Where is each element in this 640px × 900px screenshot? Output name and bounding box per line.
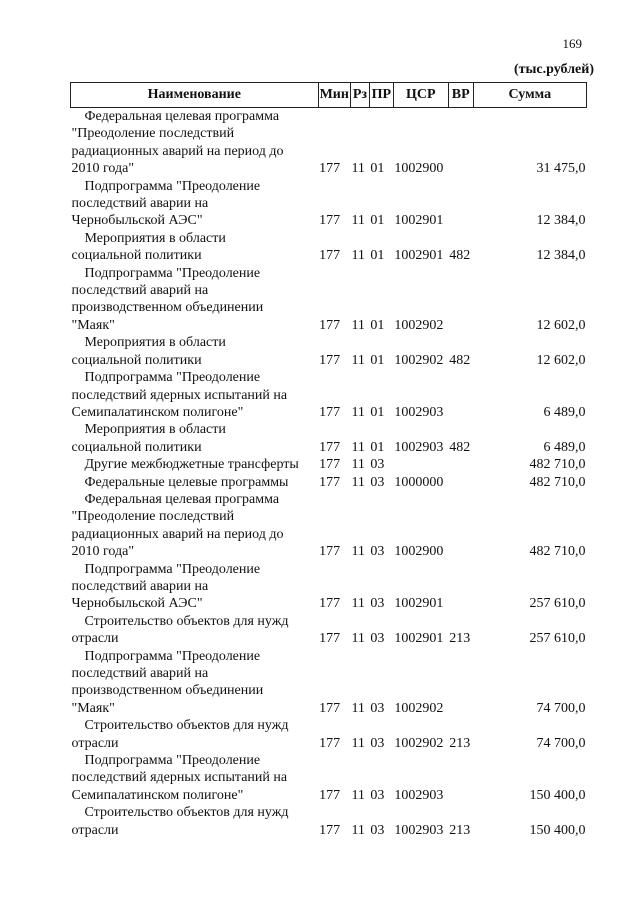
row-name-line [72, 578, 318, 595]
row-csr: 1002900 [394, 544, 444, 560]
row-pr: 03 [370, 822, 385, 838]
row-name-text: радиационных аварий на период до [71, 526, 284, 542]
row-name-text: последствий ядерных испытаний на [71, 387, 288, 403]
row-pr: 03 [370, 735, 385, 751]
row-vr [448, 456, 473, 473]
row-sum: 31 475,0 [536, 161, 586, 177]
row-name-text: последствий аварий на [71, 666, 209, 681]
row-rz: 11 [351, 822, 365, 838]
row-name-line [72, 508, 318, 525]
row-rz: 11 [351, 787, 365, 803]
table-row [71, 491, 587, 561]
row-min: 177 [319, 787, 341, 803]
row-name-text: Федеральная целевая программа [84, 491, 280, 507]
row-pr: 03 [370, 457, 385, 473]
row-min: 177 [319, 457, 341, 473]
row-vr [448, 265, 473, 335]
row-rz: 11 [351, 631, 365, 647]
row-name-line [72, 352, 318, 369]
row-name [71, 178, 319, 230]
row-name-line [72, 543, 318, 560]
row-name [71, 717, 319, 752]
row-name-line [72, 439, 318, 456]
row-name-text: Подпрограмма "Преодоление [84, 753, 261, 769]
row-csr: 1002900 [394, 161, 444, 177]
row-name-text: социальной политики [71, 352, 202, 368]
row-rz: 11 [351, 404, 365, 420]
header-csr: ЦСР [393, 83, 448, 108]
row-min: 177 [319, 735, 341, 751]
row-name-line [72, 178, 318, 195]
row-name-text: Мероприятия в области [84, 335, 226, 351]
row-name-text: Подпрограмма "Преодоление [84, 265, 261, 281]
row-sum: 482 710,0 [529, 544, 586, 560]
row-sum: 12 602,0 [536, 352, 586, 368]
row-name-text: Подпрограмма "Преодоление [84, 561, 261, 577]
row-name-line [72, 769, 318, 786]
row-name-line [72, 404, 318, 421]
table-row [71, 456, 587, 473]
table-row [71, 752, 587, 804]
row-vr: 482 [449, 439, 471, 455]
row-pr: 03 [370, 700, 385, 716]
row-sum: 482 710,0 [529, 457, 586, 473]
row-csr: 1002903 [394, 439, 444, 455]
row-name-text: радиационных аварий на период до [71, 143, 284, 159]
table-row [71, 613, 587, 648]
row-csr: 1002901 [394, 213, 444, 229]
row-name-line [72, 143, 318, 160]
row-name [71, 648, 319, 718]
row-name-text: производственном объединении [71, 300, 264, 316]
row-name-line [72, 108, 318, 125]
row-min: 177 [319, 352, 341, 368]
row-name-line [72, 334, 318, 351]
row-name-line [72, 717, 318, 734]
row-name-line [72, 160, 318, 177]
row-name-line [72, 682, 318, 699]
row-csr: 1000000 [394, 474, 444, 490]
row-vr [448, 178, 473, 230]
row-name-line [72, 822, 318, 839]
table-row [71, 474, 587, 491]
row-name-line [72, 613, 318, 630]
row-name-line [72, 317, 318, 334]
row-name-line [72, 787, 318, 804]
row-name [71, 752, 319, 804]
row-name [71, 456, 319, 473]
row-pr: 01 [370, 439, 385, 455]
row-pr: 03 [370, 596, 385, 612]
row-name-text: отрасли [71, 735, 119, 751]
row-name-line [72, 421, 318, 438]
row-csr: 1002903 [394, 404, 444, 420]
row-min: 177 [319, 474, 341, 490]
row-name-text: "Маяк" [71, 700, 115, 716]
row-csr: 1002901 [394, 631, 444, 647]
row-vr: 482 [449, 248, 471, 264]
row-vr [448, 491, 473, 561]
table-row [71, 561, 587, 613]
row-name [71, 421, 319, 456]
row-name-line [72, 247, 318, 264]
row-sum: 12 384,0 [536, 248, 586, 264]
row-name-text: Строительство объектов для нужд [84, 613, 289, 629]
row-sum: 12 602,0 [536, 317, 586, 333]
header-vr: ВР [448, 83, 473, 108]
row-pr: 03 [370, 631, 385, 647]
header-rz: Рз [350, 83, 369, 108]
row-name-text: "Маяк" [71, 317, 115, 333]
units-label: (тыс.рублей) [513, 62, 594, 77]
row-name-text: последствий аварий на [71, 283, 209, 299]
table-row [71, 108, 587, 178]
row-name-line [72, 299, 318, 316]
row-csr: 1002901 [394, 596, 444, 612]
row-rz: 11 [351, 248, 365, 264]
row-pr: 03 [370, 474, 385, 490]
row-min: 177 [319, 248, 341, 264]
row-name-text: последствий ядерных испытаний на [71, 770, 288, 786]
row-sum: 482 710,0 [529, 474, 586, 490]
row-name-line [72, 387, 318, 404]
row-sum: 74 700,0 [536, 700, 586, 716]
row-name [71, 108, 319, 178]
row-name-line [72, 700, 318, 717]
row-sum: 257 610,0 [529, 631, 586, 647]
row-name-text: Мероприятия в области [84, 422, 226, 438]
row-name-text: социальной политики [71, 248, 202, 264]
row-vr [448, 561, 473, 613]
row-min: 177 [319, 317, 341, 333]
row-name-text: отрасли [71, 631, 119, 647]
row-csr: 1002902 [394, 700, 444, 716]
row-vr: 213 [449, 822, 471, 838]
row-rz: 11 [351, 161, 365, 177]
row-name-text: Мероприятия в области [84, 230, 226, 246]
page-number: 169 [562, 36, 582, 51]
row-name-text: Подпрограмма "Преодоление [84, 370, 261, 386]
table-body [71, 108, 587, 840]
row-name-text: Семипалатинском полигоне" [71, 787, 244, 803]
row-vr [448, 474, 473, 491]
row-name-line [72, 474, 318, 491]
row-csr: 1002902 [394, 317, 444, 333]
row-min: 177 [319, 404, 341, 420]
header-name: Наименование [71, 83, 319, 108]
row-csr: 1002902 [394, 735, 444, 751]
row-name-line [72, 230, 318, 247]
row-rz: 11 [351, 317, 365, 333]
row-name-text: Другие межбюджетные трансферты [84, 457, 299, 473]
row-vr: 482 [449, 352, 471, 368]
table-header-row [71, 83, 587, 108]
row-name-line [72, 735, 318, 752]
row-name [71, 334, 319, 369]
row-pr: 01 [370, 161, 385, 177]
row-name-line [72, 648, 318, 665]
row-vr [448, 752, 473, 804]
table-row [71, 804, 587, 839]
row-name-text: социальной политики [71, 439, 202, 455]
row-pr: 01 [370, 352, 385, 368]
row-name-text: Строительство объектов для нужд [84, 718, 289, 734]
row-rz: 11 [351, 474, 365, 490]
row-name-line [72, 125, 318, 142]
row-name-text: 2010 года" [71, 161, 135, 177]
row-vr: 213 [449, 735, 471, 751]
row-name-text: отрасли [71, 822, 119, 838]
row-name [71, 369, 319, 421]
row-name-text: последствий аварии на [71, 578, 209, 594]
row-name-text: Федеральная целевая программа [84, 109, 280, 124]
row-vr [448, 648, 473, 718]
row-name-text: Подпрограмма "Преодоление [84, 648, 261, 664]
row-name-text: Подпрограмма "Преодоление [84, 178, 261, 194]
row-name-text: "Преодоление последствий [71, 509, 235, 525]
row-name [71, 561, 319, 613]
row-vr [448, 108, 473, 178]
row-csr [393, 456, 448, 473]
table-row [71, 178, 587, 230]
table-row [71, 648, 587, 718]
row-name-line [72, 804, 318, 821]
row-rz: 11 [351, 457, 365, 473]
row-name-line [72, 212, 318, 229]
row-name-text: Чернобыльской АЭС" [71, 596, 203, 612]
row-rz: 11 [351, 735, 365, 751]
row-min: 177 [319, 596, 341, 612]
row-min: 177 [319, 822, 341, 838]
row-name-line [72, 195, 318, 212]
row-name-text: Чернобыльской АЭС" [71, 213, 203, 229]
row-rz: 11 [351, 544, 365, 560]
row-rz: 11 [351, 439, 365, 455]
row-csr: 1002903 [394, 787, 444, 803]
row-name-line [72, 561, 318, 578]
row-min: 177 [319, 544, 341, 560]
row-sum: 12 384,0 [536, 213, 586, 229]
row-name [71, 230, 319, 265]
row-sum: 150 400,0 [529, 787, 586, 803]
row-name-line [72, 665, 318, 682]
row-pr: 01 [370, 213, 385, 229]
row-min: 177 [319, 161, 341, 177]
row-vr: 213 [449, 631, 471, 647]
row-rz: 11 [351, 213, 365, 229]
row-name [71, 474, 319, 491]
table-row [71, 421, 587, 456]
row-name-line [72, 369, 318, 386]
table-row [71, 265, 587, 335]
row-name-line [72, 265, 318, 282]
row-name-line [72, 526, 318, 543]
row-name-text: Строительство объектов для нужд [84, 805, 289, 821]
row-name-line [72, 491, 318, 508]
row-name [71, 613, 319, 648]
row-sum: 74 700,0 [536, 735, 586, 751]
row-name-text: Федеральные целевые программы [84, 474, 289, 490]
row-name-line [72, 282, 318, 299]
budget-table [70, 82, 587, 839]
row-rz: 11 [351, 596, 365, 612]
row-name-text: производственном объединении [71, 683, 264, 699]
row-pr: 01 [370, 248, 385, 264]
row-name-line [72, 456, 318, 473]
table-row [71, 230, 587, 265]
row-rz: 11 [351, 352, 365, 368]
row-csr: 1002902 [394, 352, 444, 368]
row-min: 177 [319, 439, 341, 455]
row-rz: 11 [351, 700, 365, 716]
table-row [71, 717, 587, 752]
row-min: 177 [319, 631, 341, 647]
row-name-text: Семипалатинском полигоне" [71, 404, 244, 420]
header-sum: Сумма [473, 83, 586, 108]
row-pr: 01 [370, 404, 385, 420]
row-pr: 03 [370, 787, 385, 803]
header-min: Мин [318, 83, 350, 108]
row-pr: 01 [370, 317, 385, 333]
row-name [71, 265, 319, 335]
row-name-line [72, 595, 318, 612]
row-name [71, 804, 319, 839]
row-csr: 1002903 [394, 822, 444, 838]
row-name-text: 2010 года" [71, 544, 135, 560]
row-sum: 6 489,0 [543, 404, 586, 420]
row-min: 177 [319, 213, 341, 229]
row-sum: 6 489,0 [543, 439, 586, 455]
table-row [71, 369, 587, 421]
row-name-text: последствий аварии на [71, 196, 209, 212]
row-vr [448, 369, 473, 421]
row-sum: 150 400,0 [529, 822, 586, 838]
table-row [71, 334, 587, 369]
row-sum: 257 610,0 [529, 596, 586, 612]
row-name-text: "Преодоление последствий [71, 126, 235, 142]
row-name-line [72, 752, 318, 769]
row-min: 177 [319, 700, 341, 716]
row-name-line [72, 630, 318, 647]
row-pr: 03 [370, 544, 385, 560]
row-csr: 1002901 [394, 248, 444, 264]
row-name [71, 491, 319, 561]
header-pr: ПР [369, 83, 393, 108]
